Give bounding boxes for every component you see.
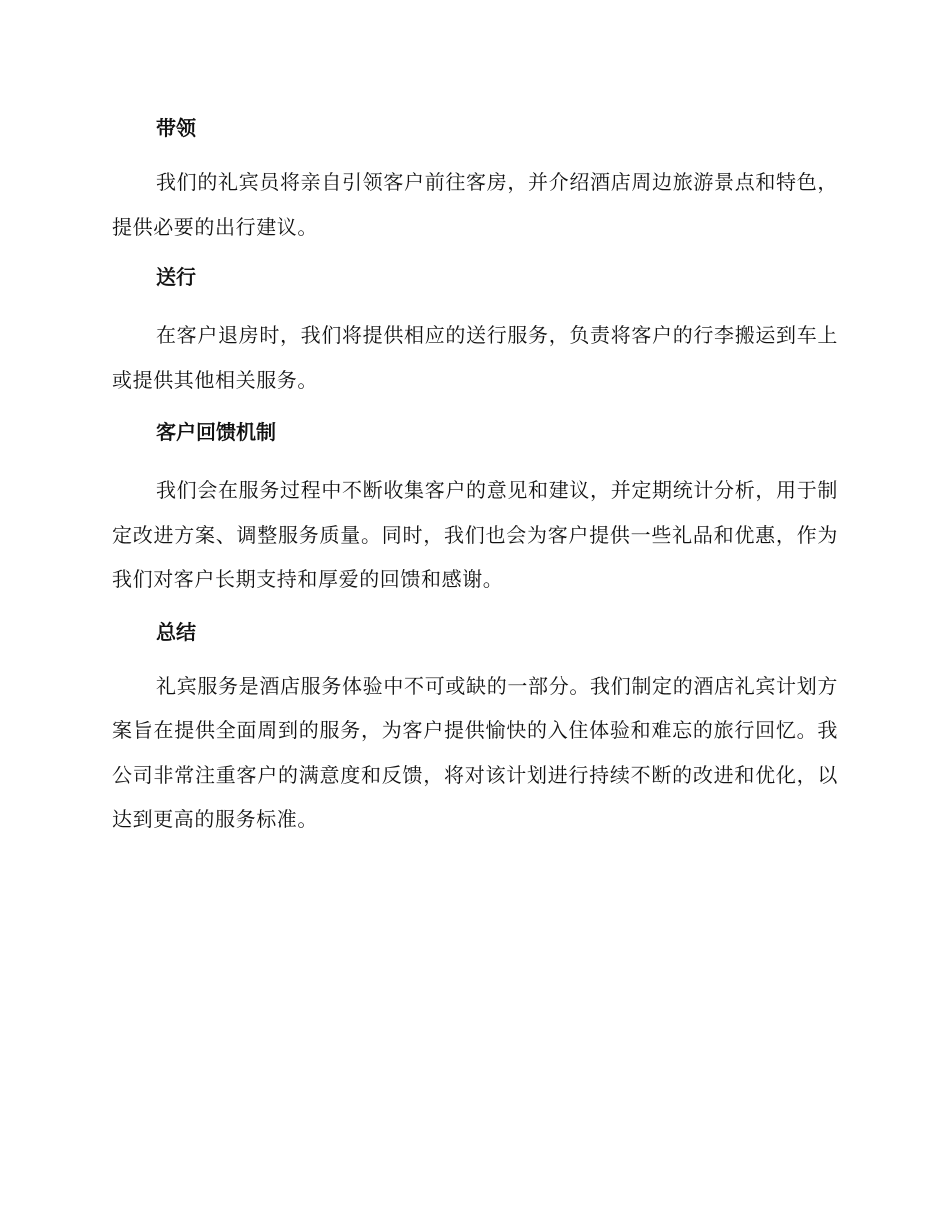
section-paragraph-feedback: 我们会在服务过程中不断收集客户的意见和建议，并定期统计分析，用于制定改进方案、调整服务质量。同时，我们也会为客户提供一些礼品和优惠，作为我们对客户长期支持和厚爱的回馈和感谢。 — [112, 478, 838, 591]
section-heading-escort: 带领 — [156, 116, 196, 140]
section-heading-summary: 总结 — [156, 619, 196, 644]
section-paragraph-farewell: 在客户退房时，我们将提供相应的送行服务，负责将客户的行李搬运到车上或提供其他相关服务。 — [112, 323, 838, 392]
section-heading-farewell: 送行 — [156, 265, 196, 289]
section-paragraph-escort: 我们的礼宾员将亲自引领客户前往客房，并介绍酒店周边旅游景点和特色，提供必要的出行建议。 — [112, 170, 838, 239]
section-heading-feedback: 客户回馈机制 — [156, 420, 276, 444]
section-paragraph-summary: 礼宾服务是酒店服务体验中不可或缺的一部分。我们制定的酒店礼宾计划方案旨在提供全面周到的服务，为客户提供愉快的入住体验和难忘的旅行回忆。我公司非常注重客户的满意度和反馈，将对该计划进行持续不断的改进和优化，以达到更高的服务标准。 — [112, 673, 838, 831]
